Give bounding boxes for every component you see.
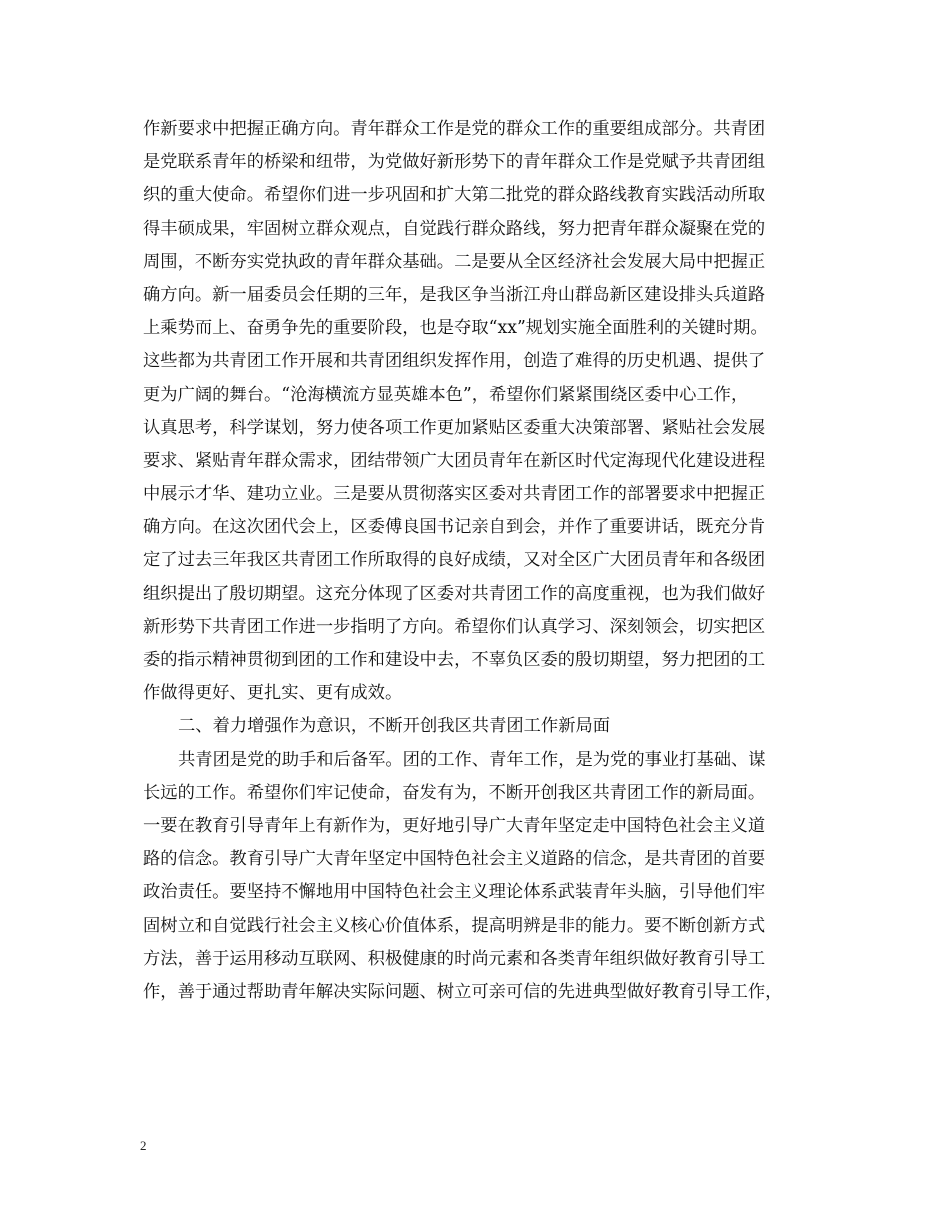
text-line: 委的指示精神贯彻到团的工作和建设中去，不辜负区委的殷切期望，努力把团的工 (143, 650, 766, 670)
text-line: 得丰硕成果，牢固树立群众观点，自觉践行群众路线，努力把青年群众凝聚在党的 (143, 218, 766, 239)
text-line: 一要在教育引导青年上有新作为，更好地引导广大青年坚定走中国特色社会主义道 (143, 815, 766, 836)
text-line: 定了过去三年我区共青团工作所取得的良好成绩，又对全区广大团员青年和各级团 (143, 550, 766, 571)
text-line: 中展示才华、建功立业。三是要从贯彻落实区委对共青团工作的部署要求中把握正 (143, 484, 766, 505)
text-line: 固树立和自觉践行社会主义核心价值体系，提高明辨是非的能力。要不断创新方式 (143, 915, 766, 936)
body-text (143, 113, 833, 1009)
text-line: 新形势下共青团工作进一步指明了方向。希望你们认真学习、深刻领会，切实把区 (143, 616, 766, 637)
text-line: 作新要求中把握正确方向。青年群众工作是党的群众工作的重要组成部分。共青团 (143, 119, 766, 139)
text-line: 确方向。新一届委员会任期的三年，是我区争当浙江舟山群岛新区建设排头兵道路 (143, 284, 766, 305)
text-line: 上乘势而上、奋勇争先的重要阶段，也是夺取“xx”规划实施全面胜利的关键时期。 (143, 318, 768, 339)
text-line: 要求、紧贴青年群众需求，团结带领广大团员青年在新区时代定海现代化建设进程 (143, 450, 766, 471)
text-line: 周围，不断夯实党执政的青年群众基础。二是要从全区经济社会发展大局中把握正 (143, 251, 766, 272)
text-line: 路的信念。教育引导广大青年坚定中国特色社会主义道路的信念，是共青团的首要 (143, 849, 766, 870)
text-line: 长远的工作。希望你们牢记使命，奋发有为，不断开创我区共青团工作的新局面。 (143, 782, 766, 803)
text-line: 更为广阔的舞台。“沧海横流方显英雄本色”，希望你们紧紧围绕区委中心工作， (143, 384, 749, 405)
text-line: 这些都为共青团工作开展和共青团组织发挥作用，创造了难得的历史机遇、提供了 (143, 351, 766, 372)
text-line: 作，善于通过帮助青年解决实际问题、树立可亲可信的先进典型做好教育引导工作， (143, 981, 783, 1002)
text-line: 织的重大使命。希望你们进一步巩固和扩大第二批党的群众路线教育实践活动所取 (143, 185, 766, 206)
page-number: 2 (140, 1138, 147, 1153)
text-line: 政治责任。要坚持不懈地用中国特色社会主义理论体系武装青年头脑，引导他们牢 (143, 882, 766, 903)
text-line: 共青团是党的助手和后备军。团的工作、青年工作，是为党的事业打基础、谋 (178, 749, 766, 770)
text-line: 方法，善于运用移动互联网、积极健康的时尚元素和各类青年组织做好教育引导工 (143, 948, 766, 969)
text-line: 认真思考，科学谋划，努力使各项工作更加紧贴区委重大决策部署、紧贴社会发展 (143, 417, 766, 438)
section-heading: 二、着力增强作为意识，不断开创我区共青团工作新局面 (178, 716, 611, 737)
text-line: 作做得更好、更扎实、更有成效。 (143, 683, 403, 704)
text-line: 组织提出了殷切期望。这充分体现了区委对共青团工作的高度重视，也为我们做好 (143, 583, 766, 604)
text-line: 确方向。在这次团代会上，区委傅良国书记亲自到会，并作了重要讲话，既充分肯 (143, 517, 766, 538)
text-line: 是党联系青年的桥梁和纽带，为党做好新形势下的青年群众工作是党赋予共青团组 (143, 152, 766, 173)
